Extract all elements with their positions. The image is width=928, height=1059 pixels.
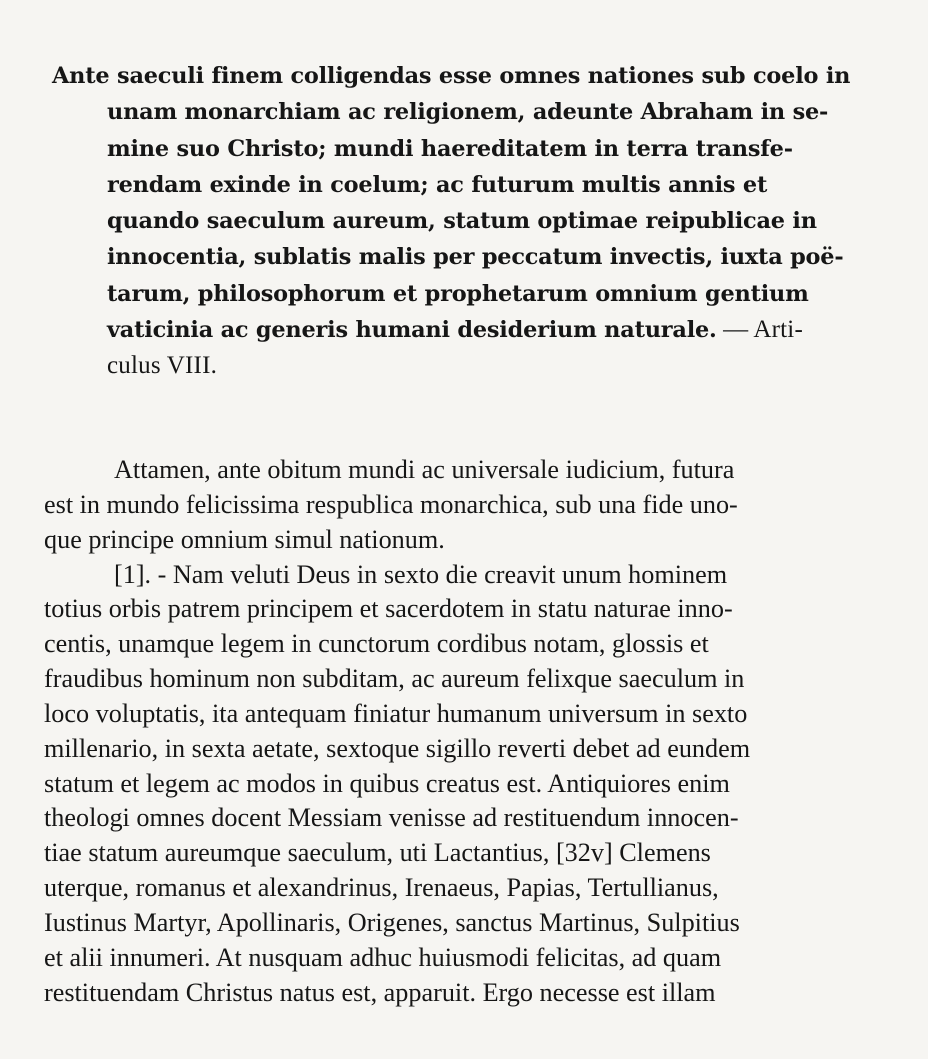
paragraph-line: Attamen, ante obitum mundi ac universale iudicium, futura	[114, 455, 735, 484]
paragraph-line: uterque, romanus et alexandrinus, Irenaeus, Papias, Tertullianus,	[44, 873, 719, 903]
paragraph-line: millenario, in sexta aetate, sextoque sigillo reverti debet ad eundem	[44, 733, 751, 763]
paragraph-line: centis, unamque legem in cunctorum cordibus notam, glossis et	[44, 629, 709, 659]
thesis-line: Ante saeculi finem colligendas esse omnes nationes sub coelo in	[52, 63, 851, 89]
paragraph-line: fraudibus hominum non subditam, ac aureum felixque saeculum in	[44, 664, 745, 694]
paragraph-line: tiae statum aureumque saeculum, uti Lactantius, [32v] Clemens	[44, 838, 711, 868]
paragraph-line: totius orbis patrem principem et sacerdotem in statu naturae inno-	[44, 594, 733, 624]
thesis-line: unam monarchiam ac religionem, adeunte Abraham in se-	[107, 99, 829, 126]
paragraph-line: statum et legem ac modos in quibus creatus est. Antiquiores enim	[44, 768, 730, 798]
paragraph-line: [1]. - Nam veluti Deus in sexto die creavit unum hominem	[114, 559, 728, 589]
paragraph-line: loco voluptatis, ita antequam finiatur humanum universum in sexto	[44, 698, 748, 728]
paragraph-line: theologi omnes docent Messiam venisse ad restituendum innocen-	[44, 803, 739, 833]
thesis-line: tarum, philosophorum et prophetarum omnium gentium	[107, 280, 809, 307]
paragraph-line: restituendam Christus natus est, apparuit. Ergo necesse est illam	[44, 977, 716, 1007]
paragraph-line: est in mundo felicissima respublica monarchica, sub una fide uno-	[44, 489, 738, 519]
thesis-line	[52, 312, 894, 348]
paragraph-line: et alii innumeri. At nusquam adhuc huiusmodi felicitas, ad quam	[44, 942, 722, 972]
article-reference: — Arti-	[716, 316, 803, 344]
thesis-line: innocentia, sublatis malis per peccatum invectis, iuxta poë-	[107, 244, 844, 271]
article-reference-continuation: culus VIII.	[107, 352, 218, 380]
thesis-line-text: vaticinia ac generis humani desiderium naturale.	[107, 317, 717, 344]
thesis-line: mine suo Christo; mundi haereditatem in terra transfe-	[107, 135, 793, 162]
paragraph-line: Iustinus Martyr, Apollinaris, Origenes, sanctus Martinus, Sulpitius	[44, 907, 740, 937]
thesis-line: quando saeculum aureum, statum optimae reipublicae in	[107, 208, 817, 235]
thesis-line: rendam exinde in coelum; ac futurum multis annis et	[107, 171, 768, 198]
body-text	[44, 453, 896, 1011]
paragraph-line: que principe omnium simul nationum.	[44, 524, 445, 554]
article-thesis	[52, 58, 894, 385]
